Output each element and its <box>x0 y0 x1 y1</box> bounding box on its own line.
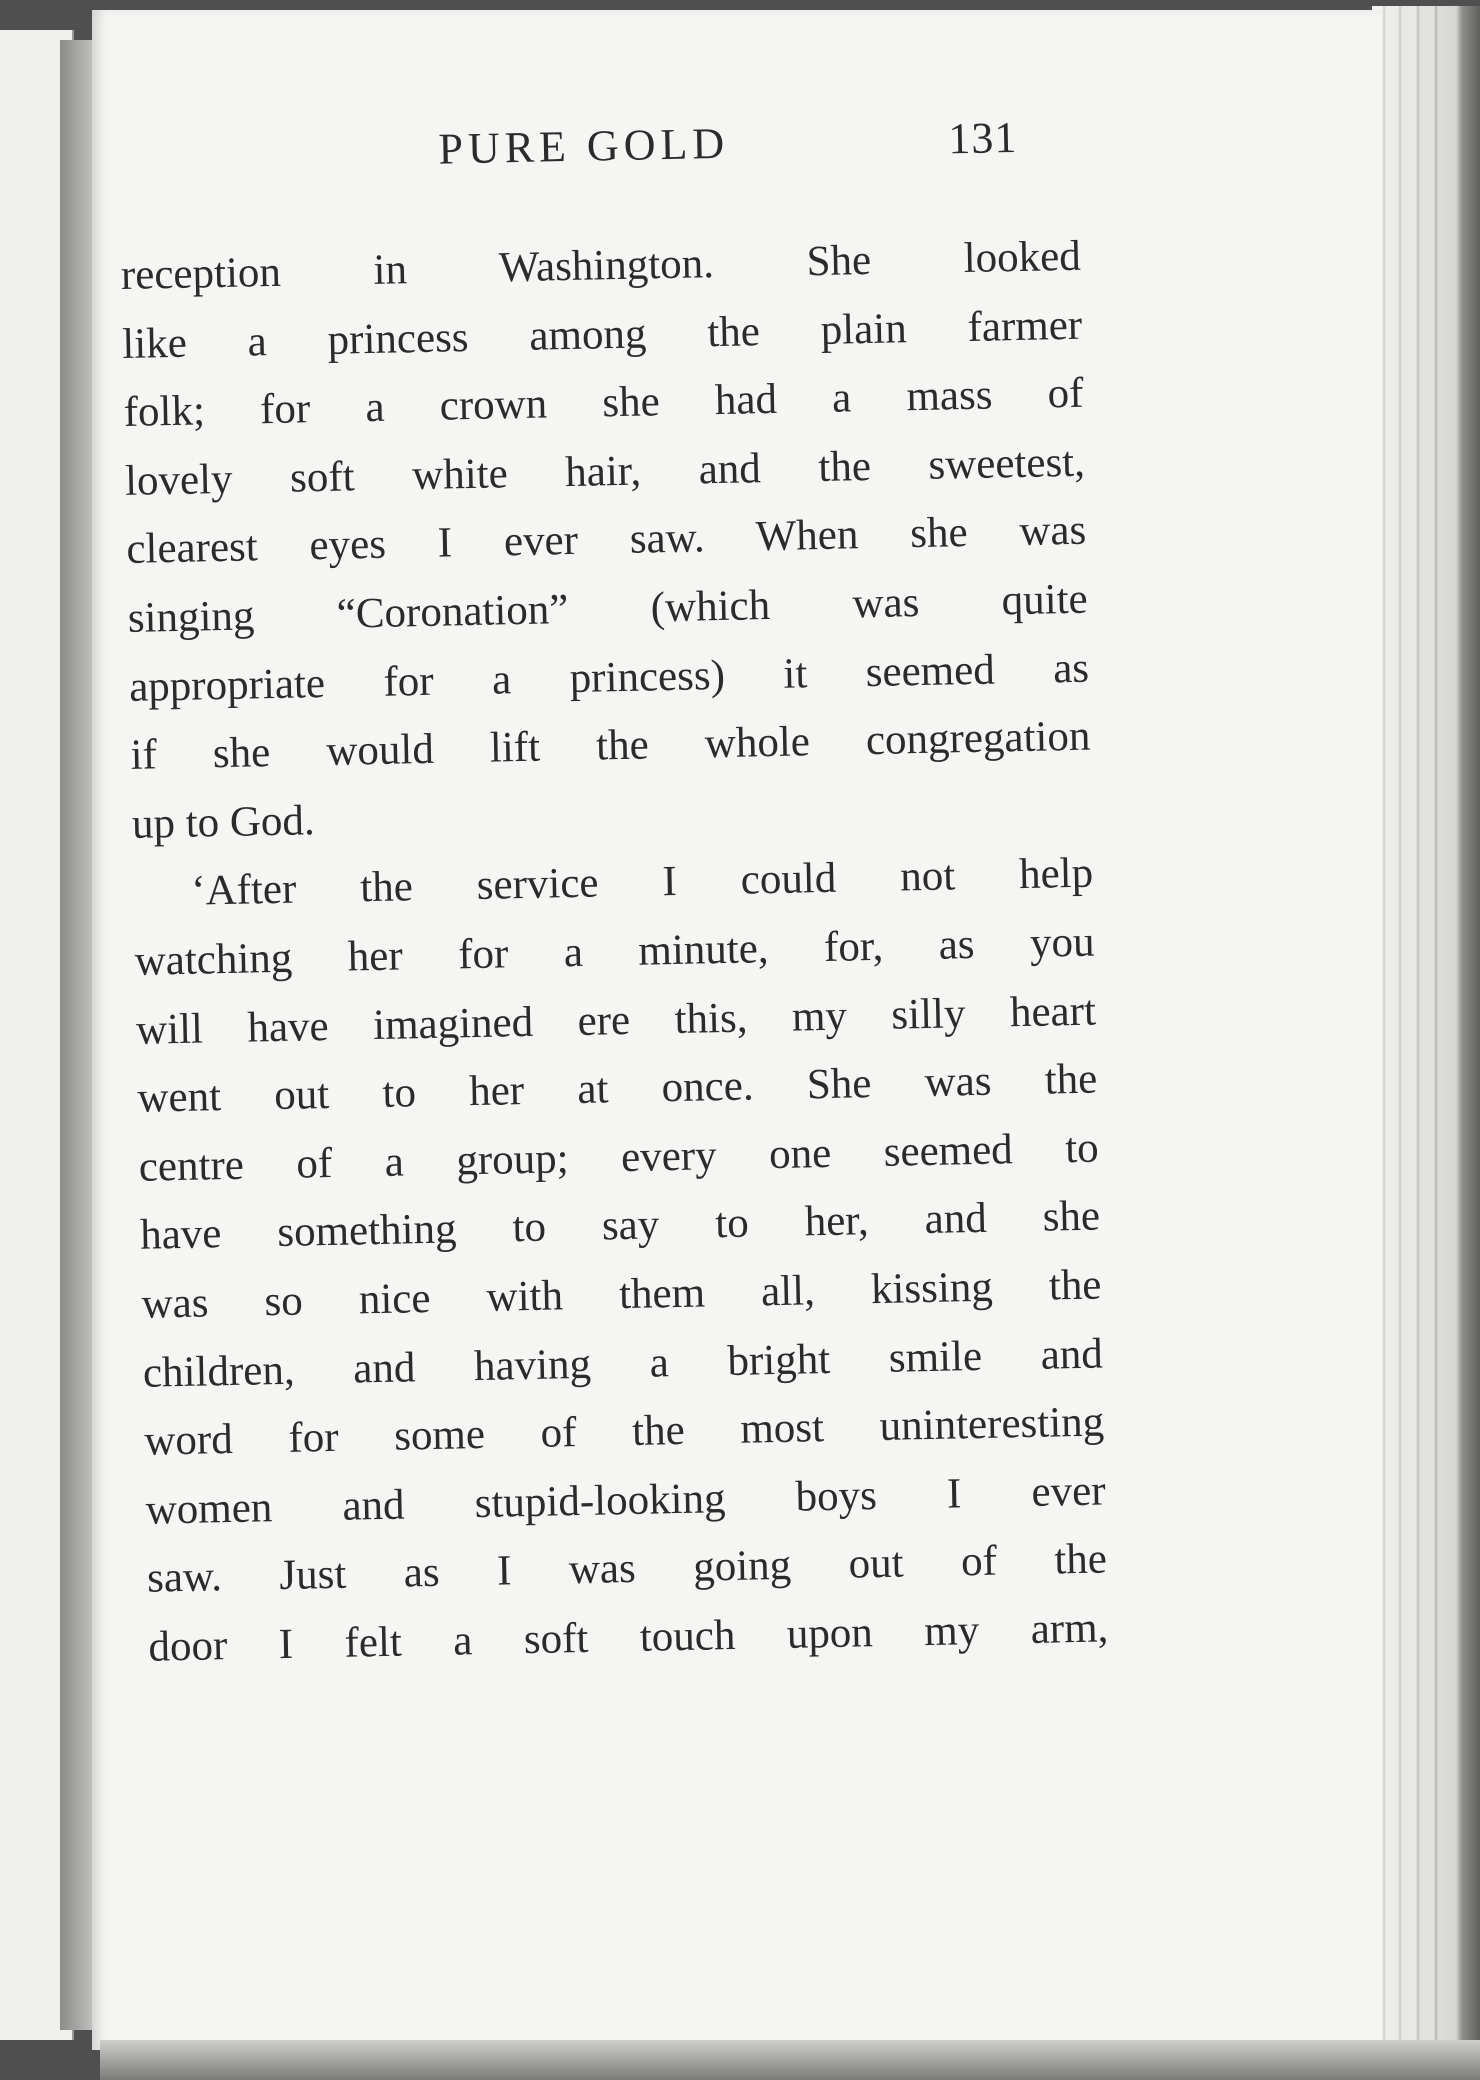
running-title: PURE GOLD <box>437 118 730 174</box>
text-line: door I felt a soft touch upon my arm, <box>147 1604 1109 1671</box>
body-text <box>120 223 1109 1682</box>
text-line: watching her for a minute, for, as you <box>134 918 1095 985</box>
text-line: will have imagined ere this, my silly heart <box>135 987 1097 1054</box>
text-line: folk; for a crown she had a mass of <box>123 369 1084 437</box>
text-line: if she would lift the whole congregation <box>130 712 1091 780</box>
text-line: went out to her at once. She was the <box>136 1055 1098 1122</box>
text-line: women and stupid-looking boys I ever <box>145 1467 1106 1534</box>
paragraph-end-line: up to God. <box>131 796 316 848</box>
text-line: lovely soft white hair, and the sweetest, <box>124 438 1086 505</box>
text-line: word for some of the most uninteresting <box>143 1398 1105 1465</box>
page-bottom-edge <box>100 2040 1480 2080</box>
text-line: have something to say to her, and she <box>139 1192 1101 1260</box>
text-line: centre of a group; every one seemed to <box>138 1124 1100 1191</box>
page-number: 131 <box>947 112 1018 164</box>
text-line: was so nice with them all, kissing the <box>141 1261 1102 1328</box>
text-line: saw. Just as I was going out of the <box>146 1535 1108 1602</box>
page-stack-edges <box>1372 6 1480 2046</box>
text-line: reception in Washington. She looked <box>120 232 1082 299</box>
text-line: like a princess among the plain farmer <box>121 301 1083 368</box>
text-line: singing “Coronation” (which was quite <box>127 575 1089 642</box>
text-line: children, and having a bright smile and <box>142 1329 1104 1397</box>
text-line: clearest eyes I ever saw. When she was <box>125 507 1087 574</box>
text-line: appropriate for a princess) it seemed as <box>128 644 1090 711</box>
paragraph-start-line: ‘After the service I could not help <box>190 849 1094 916</box>
page-text <box>118 111 1109 1682</box>
